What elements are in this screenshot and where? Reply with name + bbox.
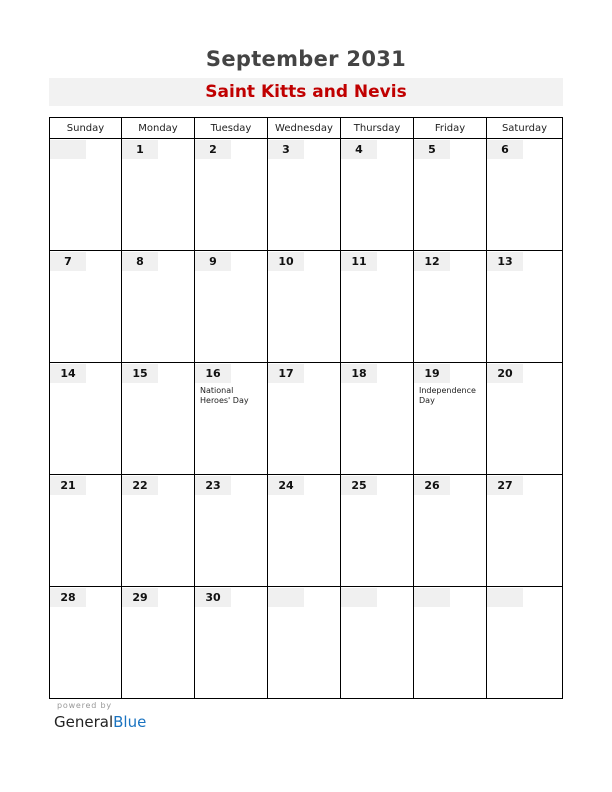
day-number: 22 [122,476,158,495]
brand-name-blue: Blue [113,713,147,731]
page-title: September 2031 [205,47,407,71]
day-cell [50,139,122,251]
week-row [50,363,563,475]
day-number [50,140,86,159]
day-cell [50,475,122,587]
day-number: 13 [487,252,523,271]
day-cell [414,251,487,363]
day-cell [414,475,487,587]
day-cell [50,363,122,475]
day-cell [268,139,341,251]
day-cell [341,139,414,251]
day-cell [50,587,122,699]
holiday-label: Independence Day [419,386,476,405]
day-number [268,588,304,607]
day-cell [122,363,195,475]
day-cell [414,363,487,475]
day-cell [122,475,195,587]
day-number: 23 [195,476,231,495]
country-banner [49,78,563,106]
day-number: 7 [50,252,86,271]
brand-name-general: General [54,713,114,731]
calendar-grid [49,117,563,699]
day-number: 20 [487,364,523,383]
day-cell [268,363,341,475]
weekday-header-row [50,118,563,139]
day-number: 10 [268,252,304,271]
week-row [50,475,563,587]
day-cell [122,587,195,699]
week-row [50,139,563,251]
day-number: 12 [414,252,450,271]
day-number: 4 [341,140,377,159]
country-name: Saint Kitts and Nevis [205,82,407,102]
day-cell [487,251,563,363]
day-number: 5 [414,140,450,159]
weekday-monday: Monday [122,118,195,139]
weekday-friday: Friday [414,118,487,139]
day-number: 30 [195,588,231,607]
day-number: 25 [341,476,377,495]
day-number: 2 [195,140,231,159]
day-number: 15 [122,364,158,383]
day-number: 21 [50,476,86,495]
day-cell [487,139,563,251]
day-cell [268,587,341,699]
day-number [414,588,450,607]
day-cell [414,139,487,251]
day-cell [487,587,563,699]
day-number: 26 [414,476,450,495]
weekday-wednesday: Wednesday [268,118,341,139]
day-number: 11 [341,252,377,271]
day-number: 27 [487,476,523,495]
day-cell [268,251,341,363]
day-cell [195,587,268,699]
week-row [50,251,563,363]
day-cell [50,251,122,363]
day-number: 18 [341,364,377,383]
day-number: 17 [268,364,304,383]
day-cell [487,363,563,475]
holiday-label: National Heroes' Day [200,386,249,405]
day-cell [195,475,268,587]
day-number: 16 [195,364,231,383]
day-cell [195,363,268,475]
weekday-thursday: Thursday [341,118,414,139]
day-number: 8 [122,252,158,271]
day-cell [341,363,414,475]
day-number: 6 [487,140,523,159]
day-cell [487,475,563,587]
week-row [50,587,563,699]
day-number: 19 [414,364,450,383]
brand-logo[interactable] [54,713,146,731]
day-cell [122,139,195,251]
day-cell [268,475,341,587]
weekday-saturday: Saturday [487,118,563,139]
day-cell [341,587,414,699]
weekday-tuesday: Tuesday [195,118,268,139]
day-number: 3 [268,140,304,159]
day-number: 29 [122,588,158,607]
powered-by-text: powered by [57,701,112,710]
day-cell [341,475,414,587]
day-cell [195,251,268,363]
day-cell [122,251,195,363]
day-number: 9 [195,252,231,271]
day-number: 14 [50,364,86,383]
day-cell [195,139,268,251]
weekday-sunday: Sunday [50,118,122,139]
day-number: 1 [122,140,158,159]
day-number: 28 [50,588,86,607]
day-number [341,588,377,607]
day-cell [341,251,414,363]
day-cell [414,587,487,699]
day-number: 24 [268,476,304,495]
day-number [487,588,523,607]
